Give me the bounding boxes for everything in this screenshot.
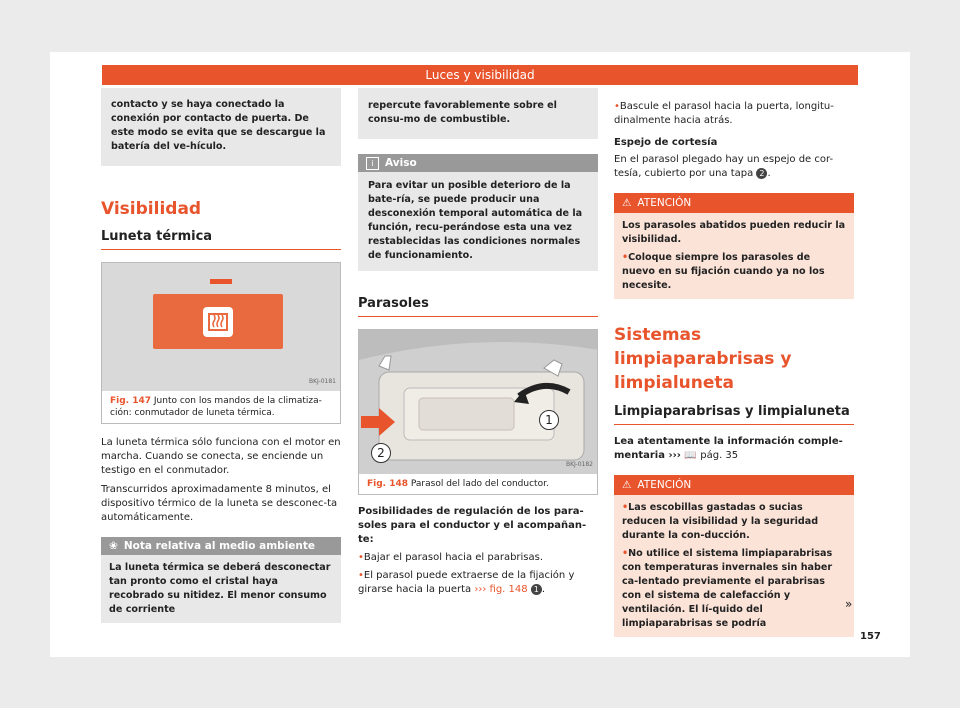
paragraph-bold: [614, 435, 854, 463]
paragraph-bold: Posibilidades de regulación de los para-soles para el conductor y el acompañan-te:: [358, 506, 587, 545]
paragraph: En el parasol plegado hay un espejo de cor-tesía, cubierto por una tapa 2 .: [614, 154, 834, 179]
paragraph: Transcurridos aproximadamente 8 minutos, el dispositivo térmico de la luneta se desconec-ta automáticamente.: [101, 484, 338, 523]
book-icon: 📖: [684, 450, 697, 461]
bullet-text: El parasol puede extraerse de la fijación y girarse hacia la puerta: [358, 570, 575, 595]
environment-note: [101, 537, 341, 623]
aviso-note: [358, 154, 598, 271]
callout-number: 1: [531, 584, 542, 595]
bullet-item: • El parasol puede extraerse de la fijación y girarse hacia la puerta ››› fig. 148 1 .: [358, 569, 598, 597]
figure-number: Fig. 148: [367, 479, 409, 489]
subsection-title-parasoles: Parasoles: [358, 295, 598, 317]
warning-title: ATENCIÓN: [637, 197, 692, 209]
callout-1: 1: [539, 410, 559, 430]
warning-bullet: • No utilice el sistema limpiaparabrisas con temperaturas invernales sin haber ca-lentado previamente el parabrisas con el sistema de calefacción y ventilación. El lí-quido del limpiaparabrisas se podría: [622, 547, 846, 631]
bullet-item: • Bajar el parasol hacia el parabrisas.: [358, 551, 598, 565]
subsection-title-limpiaparabrisas: Limpiaparabrisas y limpialuneta: [614, 403, 854, 425]
environment-note-title: Nota relativa al medio ambiente: [123, 540, 316, 552]
figure-147-image: [102, 263, 340, 391]
warning-title: ATENCIÓN: [637, 479, 692, 491]
info-icon: i: [366, 157, 379, 170]
continued-note-box: contacto y se haya conectado la conexión por contacto de puerta. De este modo se evita que se descargue la batería del ve-hículo.: [101, 88, 341, 166]
column-1: [101, 88, 341, 623]
bullet-item: • Bascule el parasol hacia la puerta, longitu-dinalmente hacia atrás.: [614, 100, 854, 128]
warning-body: [614, 213, 854, 299]
section-title-limpiaparabrisas: Sistemas limpiaparabrisas y limpialuneta: [614, 325, 792, 393]
warning-body: [614, 495, 854, 637]
figure-caption-text: Parasol del lado del conductor.: [410, 479, 549, 489]
rear-defrost-icon: [203, 307, 233, 337]
paragraph-text: Lea atentamente la información comple-mentaria: [614, 436, 843, 461]
warning-header: [614, 475, 854, 495]
reference-arrows: ›››: [668, 450, 681, 461]
warning-bullet: • Coloque siempre los parasoles de nuevo en su fijación cuando ya no los necesite.: [622, 251, 846, 293]
page-header: Luces y visibilidad: [102, 65, 858, 85]
callout-number: 2: [756, 168, 767, 179]
subheading-espejo: Espejo de cortesía: [614, 137, 718, 148]
warning-box-2: [614, 475, 854, 637]
figure-148-caption: [359, 474, 597, 494]
warning-box-1: [614, 193, 854, 299]
warning-text: Los parasoles abatidos pueden reducir la visibilidad.: [622, 220, 846, 245]
rear-defrost-switch: [153, 294, 283, 349]
page-reference-link[interactable]: pág. 35: [700, 450, 739, 461]
figure-reference-link[interactable]: ››› fig. 148: [474, 584, 528, 595]
aviso-body: Para evitar un posible deterioro de la bate-ría, se puede producir una desconexión temporal automática de la función, recu-perándose esta una vez restablecidas las condiciones normales de funcionamiento.: [358, 172, 598, 271]
callout-2: 2: [371, 443, 391, 463]
section-title-visibilidad: Visibilidad: [101, 199, 202, 219]
continue-arrow: »: [845, 597, 853, 611]
figure-number: Fig. 147: [110, 396, 152, 406]
figure-code: BKJ-0182: [565, 461, 593, 468]
figure-caption-text: Junto con los mandos de la climatiza-ción: conmutador de luneta térmica.: [110, 396, 322, 418]
leaf-icon: ❀: [109, 540, 118, 552]
aviso-title: Aviso: [385, 157, 417, 169]
paragraph: La luneta térmica sólo funciona con el motor en marcha. Cuando se conecta, se enciende un testigo en el conmutador.: [101, 437, 341, 476]
environment-note-header: [101, 537, 341, 555]
warning-triangle-icon: ⚠: [622, 197, 632, 209]
figure-147: [101, 262, 341, 424]
warning-triangle-icon: ⚠: [622, 479, 632, 491]
page-number: 157: [860, 631, 881, 642]
environment-note-body: La luneta térmica se deberá desconectar tan pronto como el cristal haya recobrado su nitidez. El menor consumo de corriente: [101, 555, 341, 623]
figure-code: BKJ-0181: [308, 378, 336, 385]
column-3: [614, 100, 854, 637]
warning-header: [614, 193, 854, 213]
column-2: [358, 88, 598, 597]
paragraph-text: En el parasol plegado hay un espejo de cor-tesía, cubierto por una tapa: [614, 154, 834, 179]
figure-148-image: [359, 330, 597, 474]
subsection-title-luneta: Luneta térmica: [101, 228, 341, 250]
warning-bullet: • Las escobillas gastadas o sucias reducen la visibilidad y la seguridad durante la con-ducción.: [622, 501, 846, 543]
indicator-lamp: [210, 279, 232, 284]
continued-note-box: repercute favorablemente sobre el consu-mo de combustible.: [358, 88, 598, 139]
figure-148: [358, 329, 598, 495]
aviso-header: [358, 154, 598, 172]
figure-147-caption: [102, 391, 340, 423]
